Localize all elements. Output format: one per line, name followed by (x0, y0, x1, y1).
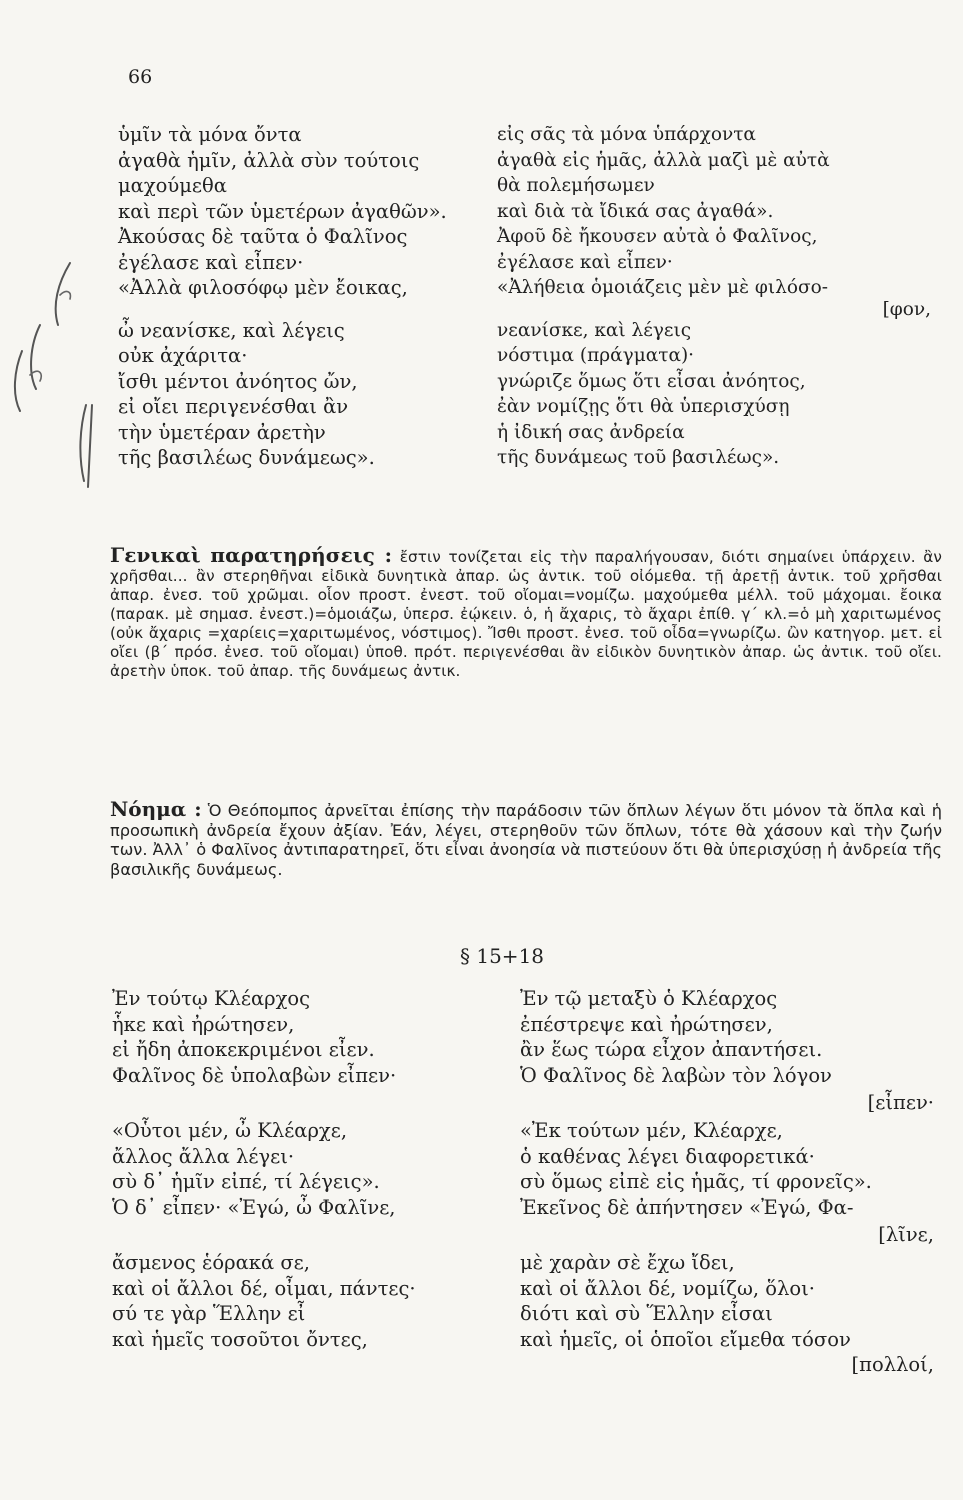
verse-line: Φαλῖνος δὲ ὑπολαβὼν εἶπεν· (112, 1063, 397, 1087)
translation-line: καὶ ἡμεῖς, οἱ ὁποῖοι εἴμεθα τόσον (520, 1327, 851, 1351)
meaning-text: Ὁ Θεόπομπος ἀρνεῖται ἐπίσης τὴν παράδοσιν τῶν ὅπλων λέγων ὅτι μόνον τὰ ὅπλα καὶ ἡ προσωπικὴ ἀνδρεία ἔχουν ἀξίαν. Ἐάν, λέγει, στερηθοῦν τῶν ὅπλων, τότε θὰ χάσουν καὶ τὴν ζωήν των. Ἀλλ᾽ ὁ Φαλῖνος ἀντιπαρατηρεῖ, ὅτι εἶναι ἀνοησία νὰ πιστεύουν ὅτι θὰ ὑπερισχύσῃ ἡ ἀνδρεία τῆς βασιλικῆς δυνάμεως. (110, 801, 943, 879)
general-remarks-heading: Γενικαὶ παρατηρήσεις : (110, 543, 393, 567)
translation-line: νόστιμα (πράγματα)· (497, 345, 695, 366)
verse-line: τὴν ὑμετέραν ἀρετὴν (118, 420, 326, 444)
verse-line: ἄλλος ἄλλα λέγει· (112, 1144, 295, 1168)
handwritten-annotation-icon (0, 255, 110, 495)
verse-line: ὦ νεανίσκε, καὶ λέγεις (118, 318, 345, 342)
translation-line: καὶ οἱ ἄλλοι δέ, νομίζω, ὅλοι· (520, 1276, 815, 1300)
translation-line: ἂν ἕως τώρα εἶχον ἀπαντήσει. (520, 1038, 823, 1061)
verse-line: εἰ ἤδη ἀποκεκριμένοι εἶεν. (112, 1038, 375, 1061)
translation-line: ἀγαθὰ εἰς ἡμᾶς, ἀλλὰ μαζὶ μὲ αὐτὰ (497, 149, 830, 171)
translation-line: ὁ καθένας λέγει διαφορετικά· (520, 1144, 815, 1168)
verse-line: ἐγέλασε καὶ εἶπεν· (118, 250, 304, 274)
verse-gap (112, 1220, 492, 1250)
verse-line: καὶ ἡμεῖς τοσοῦτοι ὄντες, (112, 1327, 368, 1351)
verse-line: καὶ περὶ τῶν ὑμετέρων ἀγαθῶν». (118, 199, 447, 223)
meaning-heading: Νόημα : (110, 797, 202, 821)
translation-line: μὲ χαρὰν σὲ ἔχω ἴδει, (520, 1251, 735, 1274)
translation-line: σὺ ὅμως εἰπὲ εἰς ἡμᾶς, τί φρονεῖς». (520, 1170, 872, 1193)
verse-line: Ὁ δ᾽ εἶπεν· «Ἐγώ, ὦ Φαλῖνε, (112, 1195, 396, 1219)
verse-line: καὶ οἱ ἄλλοι δέ, οἶμαι, πάντες· (112, 1276, 416, 1300)
translation-line-continuation: [λῖνε, (878, 1223, 934, 1246)
verse-line: σύ τε γὰρ Ἕλλην εἶ (112, 1302, 306, 1325)
section-title: § 15+18 (460, 944, 545, 968)
verse-line: ἀγαθὰ ἡμῖν, ἀλλὰ σὺν τούτοις (118, 148, 420, 172)
verse-line: ἄσμενος ἑόρακά σε, (112, 1251, 310, 1274)
translation-line-continuation: [εἶπεν· (867, 1091, 934, 1114)
translation-line: Ὁ Φαλῖνος δὲ λαβὼν τὸν λόγον (520, 1063, 832, 1087)
gloss-left-bottom (112, 986, 492, 1352)
translation-line: γνώριζε ὅμως ὅτι εἶσαι ἀνόητος, (497, 370, 806, 392)
translation-line: ἐπέστρεψε καὶ ἠρώτησεν, (520, 1012, 773, 1036)
translation-line: Ἐκεῖνος δὲ ἀπήντησεν «Ἐγώ, Φα- (520, 1195, 854, 1219)
verse-line: «Ἀλλὰ φιλοσόφῳ μὲν ἔοικας, (118, 276, 408, 299)
verse-line: εἰ οἴει περιγενέσθαι ἂν (118, 395, 349, 418)
translation-line: καὶ διὰ τὰ ἴδικά σας ἀγαθά». (497, 200, 774, 222)
verse-gap (118, 301, 478, 318)
translation-line: θὰ πολεμήσωμεν (497, 175, 655, 196)
translation-line: Ἐν τῷ μεταξὺ ὁ Κλέαρχος (520, 987, 778, 1010)
margin-handwriting (0, 255, 110, 495)
verse-line: τῆς βασιλέως δυνάμεως». (118, 446, 375, 469)
translation-line-continuation: [φον, (882, 298, 931, 320)
translation-line: ἡ ἰδική σας ἀνδρεία (497, 421, 685, 443)
translation-line: νεανίσκε, καὶ λέγεις (497, 319, 692, 341)
meaning-paragraph (110, 797, 943, 879)
translation-line: «Ἀλήθεια ὁμοιάζεις μὲν μὲ φιλόσο- (497, 277, 828, 298)
translation-line: Ἀφοῦ δὲ ἤκουσεν αὐτὰ ὁ Φαλῖνος, (497, 226, 818, 247)
verse-gap (112, 1088, 492, 1118)
page-number: 66 (128, 66, 153, 88)
general-remarks-text: ἔστιν τονίζεται εἰς τὴν παραλήγουσαν, διότι σημαίνει ὑπάρχειν. ἂν χρῆσθαι... ἂν στερηθῆναι εἰδικὰ δυνητικὰ ἀπαρ. ὡς ἀντικ. τοῦ οἰόμεθα. τῇ ἀρετῇ ἀντικ. τοῦ χρῆσθαι ἀπαρ. ἐνεσ. τοῦ χρῶμαι. οἷον προστ. ἐνεστ. τοῦ οἴομαι=νομίζω. μαχούμεθα μέλλ. τοῦ μάχομαι. ἔοικα (παρακ. μὲ σημασ. ἐνεστ.)=ὁμοιάζω, ὑπερσ. ἐῴκειν. ὁ, ἡ ἄχαρις, τὸ ἄχαρι ἐπίθ. γ΄ κλ.=ὁ μὴ χαριτωμένος (οὐκ ἄχαρις =χαρίεις=χαριτωμένος, νόστιμος). Ἴσθι προστ. ἐνεσ. τοῦ οἶδα=γνωρίζω. ὢν κατηγορ. μετ. εἰ οἴει (β΄ πρόσ. ἐνεσ. τοῦ οἴομαι) ὑποθ. πρότ. περιγενέσθαι ἂν εἰδικὸν δυνητικὸν ἀπαρ. ὡς ἀντικ. τοῦ οἴει. ἀρετὴν ὑποκ. τοῦ ἀπαρ. τῆς δυνάμεως ἀντικ. (110, 548, 942, 680)
translation-line: τῆς δυνάμεως τοῦ βασιλέως». (497, 447, 780, 468)
translation-line-continuation: [πολλοί, (851, 1353, 934, 1376)
gloss-right-bottom (520, 986, 940, 1378)
verse-line: οὐκ ἀχάριτα· (118, 344, 248, 367)
gloss-left-top (118, 122, 478, 471)
verse-line: μαχούμεθα (118, 174, 227, 197)
verse-line: ἴσθι μέντοι ἀνόητος ὤν, (118, 369, 358, 393)
verse-line: ἧκε καὶ ἠρώτησεν, (112, 1012, 295, 1036)
verse-line: Ἀκούσας δὲ ταῦτα ὁ Φαλῖνος (118, 225, 408, 248)
gloss-right-top (497, 122, 937, 471)
translation-line: ἐγέλασε καὶ εἶπεν· (497, 251, 673, 273)
translation-line: εἰς σᾶς τὰ μόνα ὑπάρχοντα (497, 124, 756, 145)
general-remarks (110, 543, 942, 681)
verse-line: «Οὗτοι μέν, ὦ Κλέαρχε, (112, 1119, 348, 1142)
verse-line: ὑμῖν τὰ μόνα ὄντα (118, 123, 302, 146)
verse-line: σὺ δ᾽ ἡμῖν εἰπέ, τί λέγεις». (112, 1170, 380, 1193)
verse-line: Ἐν τούτῳ Κλέαρχος (112, 987, 311, 1010)
translation-line: ἐὰν νομίζῃς ὅτι θὰ ὑπερισχύσῃ (497, 396, 790, 417)
translation-line: «Ἐκ τούτων μέν, Κλέαρχε, (520, 1119, 783, 1142)
translation-line: διότι καὶ σὺ Ἕλλην εἶσαι (520, 1302, 773, 1325)
